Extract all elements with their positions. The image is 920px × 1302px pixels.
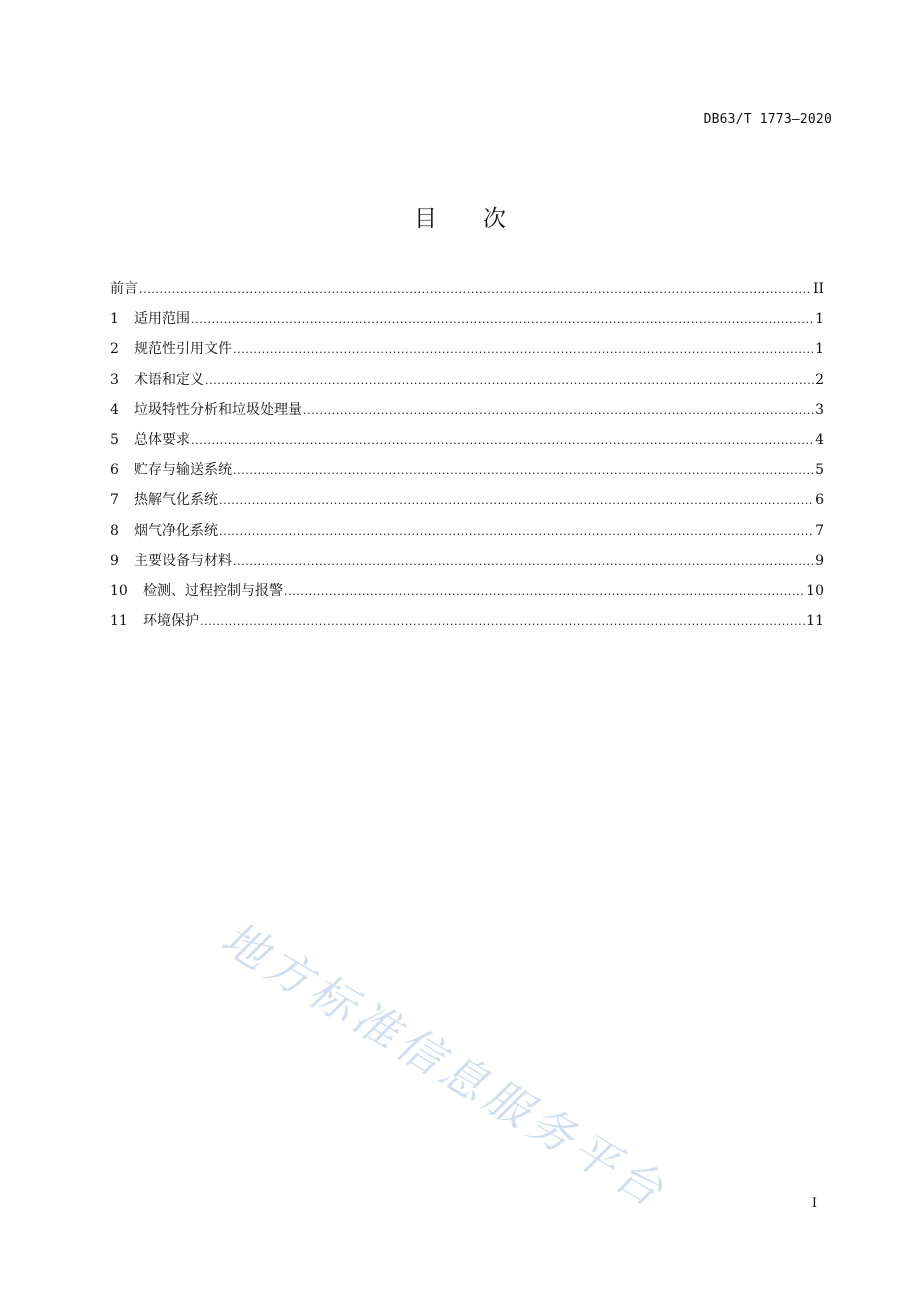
- toc-entry-title: 前言: [110, 281, 138, 297]
- toc-entry-leader: [233, 339, 814, 361]
- toc-entry-page: 5: [815, 462, 824, 479]
- toc-entry-3[interactable]: [110, 369, 824, 399]
- toc-entry-title: 规范性引用文件: [134, 341, 232, 358]
- toc-entry-title: 烟气净化系统: [134, 522, 218, 539]
- toc-entry-page: 3: [815, 401, 824, 418]
- toc-entry-page: 1: [815, 341, 824, 358]
- toc-title-first-char: 目: [414, 206, 437, 232]
- toc-entry-leader: [191, 430, 814, 452]
- watermark: 地方标准信息服务平台: [212, 911, 677, 1220]
- toc-entry-page: 2: [815, 371, 824, 388]
- toc-entry-title: 热解气化系统: [134, 492, 218, 509]
- toc-entry-title: 适用范围: [134, 311, 190, 328]
- toc-entry-title: 术语和定义: [134, 371, 204, 388]
- toc-entry-leader: [139, 279, 812, 301]
- toc-entry-page: 4: [815, 431, 824, 448]
- toc-entry-leader: [200, 611, 805, 633]
- toc-entry-6[interactable]: [110, 459, 824, 489]
- toc-entry-number: 1: [110, 311, 119, 328]
- toc-entry-leader: [219, 490, 814, 512]
- toc-entry-page: 11: [806, 613, 824, 630]
- toc-entry-leader: [219, 521, 814, 543]
- page-number: I: [811, 1196, 817, 1211]
- toc-entry-4[interactable]: [110, 399, 824, 429]
- toc-title: [0, 200, 920, 233]
- toc-entry-title: 环境保护: [143, 613, 199, 630]
- toc-list: [110, 278, 824, 640]
- standard-code: DB63/T 1773—2020: [703, 112, 832, 127]
- toc-entry-title: 垃圾特性分析和垃圾处理量: [134, 401, 302, 418]
- toc-entry-page: 6: [815, 492, 824, 509]
- toc-entry-leader: [303, 400, 814, 422]
- toc-entry-page: 10: [806, 582, 824, 599]
- toc-entry-leader: [233, 551, 814, 573]
- toc-entry-leader: [284, 581, 805, 603]
- toc-entry-title: 总体要求: [134, 431, 190, 448]
- toc-entry-title: 检测、过程控制与报警: [143, 582, 283, 599]
- toc-entry-number: 5: [110, 431, 119, 448]
- toc-entry-number: 2: [110, 341, 119, 358]
- toc-entry-page: 1: [815, 311, 824, 328]
- toc-entry-2[interactable]: [110, 338, 824, 368]
- toc-entry-number: 4: [110, 401, 119, 418]
- toc-entry-8[interactable]: [110, 520, 824, 550]
- toc-entry-10[interactable]: [110, 580, 824, 610]
- toc-entry-number: 6: [110, 462, 119, 479]
- toc-entry-number: 11: [110, 613, 128, 630]
- toc-title-second-char: 次: [483, 206, 506, 232]
- toc-entry-9[interactable]: [110, 550, 824, 580]
- toc-entry-number: 10: [110, 582, 128, 599]
- toc-entry-page: 9: [815, 552, 824, 569]
- toc-entry-5[interactable]: [110, 429, 824, 459]
- toc-entry-page: II: [812, 281, 824, 297]
- toc-entry-1[interactable]: [110, 308, 824, 338]
- toc-entry-title: 贮存与输送系统: [134, 462, 232, 479]
- toc-entry-7[interactable]: [110, 489, 824, 519]
- toc-entry-number: 7: [110, 492, 119, 509]
- toc-entry-leader: [233, 460, 814, 482]
- toc-entry-number: 9: [110, 552, 119, 569]
- toc-entry-number: 8: [110, 522, 119, 539]
- toc-entry-foreword[interactable]: [110, 278, 824, 308]
- toc-entry-title: 主要设备与材料: [134, 552, 232, 569]
- toc-entry-leader: [205, 370, 814, 392]
- toc-entry-number: 3: [110, 371, 119, 388]
- toc-entry-page: 7: [815, 522, 824, 539]
- toc-entry-leader: [191, 309, 814, 331]
- toc-entry-11[interactable]: [110, 610, 824, 640]
